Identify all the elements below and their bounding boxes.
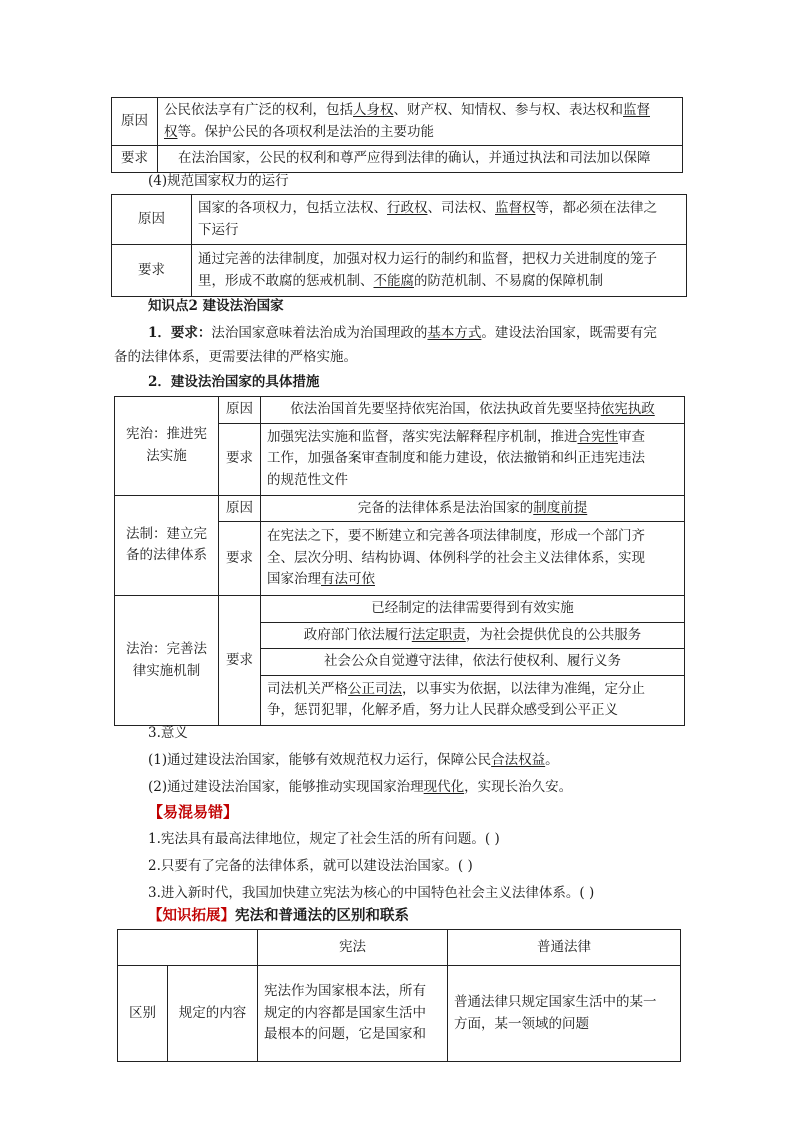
rights-table [111,97,683,173]
extend-tag: 【知识拓展】 [148,907,235,924]
comparison-header-ordinary: 普通法律 [448,930,681,966]
measures-heading: 2．建设法治国家的具体措施 [148,374,320,390]
power-reason-text: 国家的各项权力，包括立法权、行政权、司法权、监督权等，都必须在法律之 下运行 [192,195,687,245]
rule-of-law-item-3: 社会公众自觉遵守法律，依法行使权利、履行义务 [261,649,685,676]
constitution-reason-label: 原因 [219,397,261,424]
power-table [111,194,687,297]
kp2-heading: 知识点2 建设法治国家 [148,298,284,314]
constitution-req-label: 要求 [219,423,261,495]
section4-heading: (4)规范国家权力的运行 [148,173,289,189]
comparison-header-constitution: 宪法 [258,930,448,966]
requirement-paragraph: 1．要求：法治国家意味着法治成为治国理政的基本方式。建设法治国家，既需要有完 备的法律体系，更需要法律的严格实施。 [114,325,657,365]
legal-system-reason-label: 原因 [219,495,261,522]
comparison-table [117,929,681,1062]
significance-item-1: (1)通过建设法治国家，能够有效规范权力运行，保障公民合法权益。 [148,752,559,768]
rule-of-law-req-label: 要求 [219,596,261,726]
confuse-item-1: 1.宪法具有最高法律地位，规定了社会生活的所有问题。( ) [148,831,500,847]
confuse-item-2: 2.只要有了完备的法律体系，就可以建设法治国家。( ) [148,858,473,874]
rule-of-law-item-1: 已经制定的法律需要得到有效实施 [261,596,685,623]
comparison-header-blank [118,930,258,966]
significance-heading: 3.意义 [148,725,188,741]
power-req-label: 要求 [112,245,192,297]
constitution-reason-text: 依法治国首先要坚持依宪治国，依法执政首先要坚持依宪执政 [261,397,685,424]
rule-of-law-group-label: 法治：完善法律实施机制 [115,596,219,726]
power-reason-label: 原因 [112,195,192,245]
constitution-group-label: 宪治：推进宪法实施 [115,397,219,496]
comparison-constitution-cell: 宪法作为国家根本法，所有 规定的内容都是国家生活中 最根本的问题，它是国家和 [258,966,448,1062]
confuse-heading: 【易混易错】 [148,803,239,821]
comparison-sub-label: 规定的内容 [168,966,258,1062]
constitution-req-text: 加强宪法实施和监督，落实宪法解释程序机制，推进合宪性审查 工作，加强备案审查制度和能力建设，依法撤销和纠正违宪违法 的规范性文件 [261,423,685,495]
power-req-text: 通过完善的法律制度，加强对权力运行的制约和监督，把权力关进制度的笼子 里，形成不敢腐的惩戒机制、不能腐的防范机制、不易腐的保障机制 [192,245,687,297]
legal-system-req-text: 在宪法之下，要不断建立和完善各项法律制度，形成一个部门齐 全、层次分明、结构协调、体例科学的社会主义法律体系，实现 国家治理有法可依 [261,522,685,596]
legal-system-group-label: 法制：建立完备的法律体系 [115,495,219,596]
rights-reason-label: 原因 [112,98,158,146]
confuse-list [148,826,594,907]
measures-table [114,396,685,726]
legal-system-req-label: 要求 [219,522,261,596]
rights-req-text: 在法治国家，公民的权利和尊严应得到法律的确认，并通过执法和司法加以保障 [158,146,683,173]
comparison-ordinary-cell: 普通法律只规定国家生活中的某一 方面，某一领域的问题 [448,966,681,1062]
extend-title: 宪法和普通法的区别和联系 [235,907,409,924]
significance-section [148,720,572,801]
confuse-item-3: 3.进入新时代，我国加快建立宪法为核心的中国特色社会主义法律体系。( ) [148,885,595,901]
rule-of-law-item-4: 司法机关严格公正司法，以事实为依据，以法律为准绳，定分止 争，惩罚犯罪，化解矛盾，努力让人民群众感受到公平正义 [261,675,685,725]
extend-heading [148,904,409,928]
rights-req-label: 要求 [112,146,158,173]
significance-item-2: (2)通过建设法治国家，能够推动实现国家治理现代化，实现长治久安。 [148,779,573,795]
rights-reason-text: 公民依法享有广泛的权利，包括人身权、财产权、知情权、参与权、表达权和监督 权等。保护公民的各项权利是法治的主要功能 [158,98,683,146]
rule-of-law-item-2: 政府部门依法履行法定职责，为社会提供优良的公共服务 [261,622,685,649]
comparison-group-label: 区别 [118,966,168,1062]
legal-system-reason-text: 完备的法律体系是法治国家的制度前提 [261,495,685,522]
